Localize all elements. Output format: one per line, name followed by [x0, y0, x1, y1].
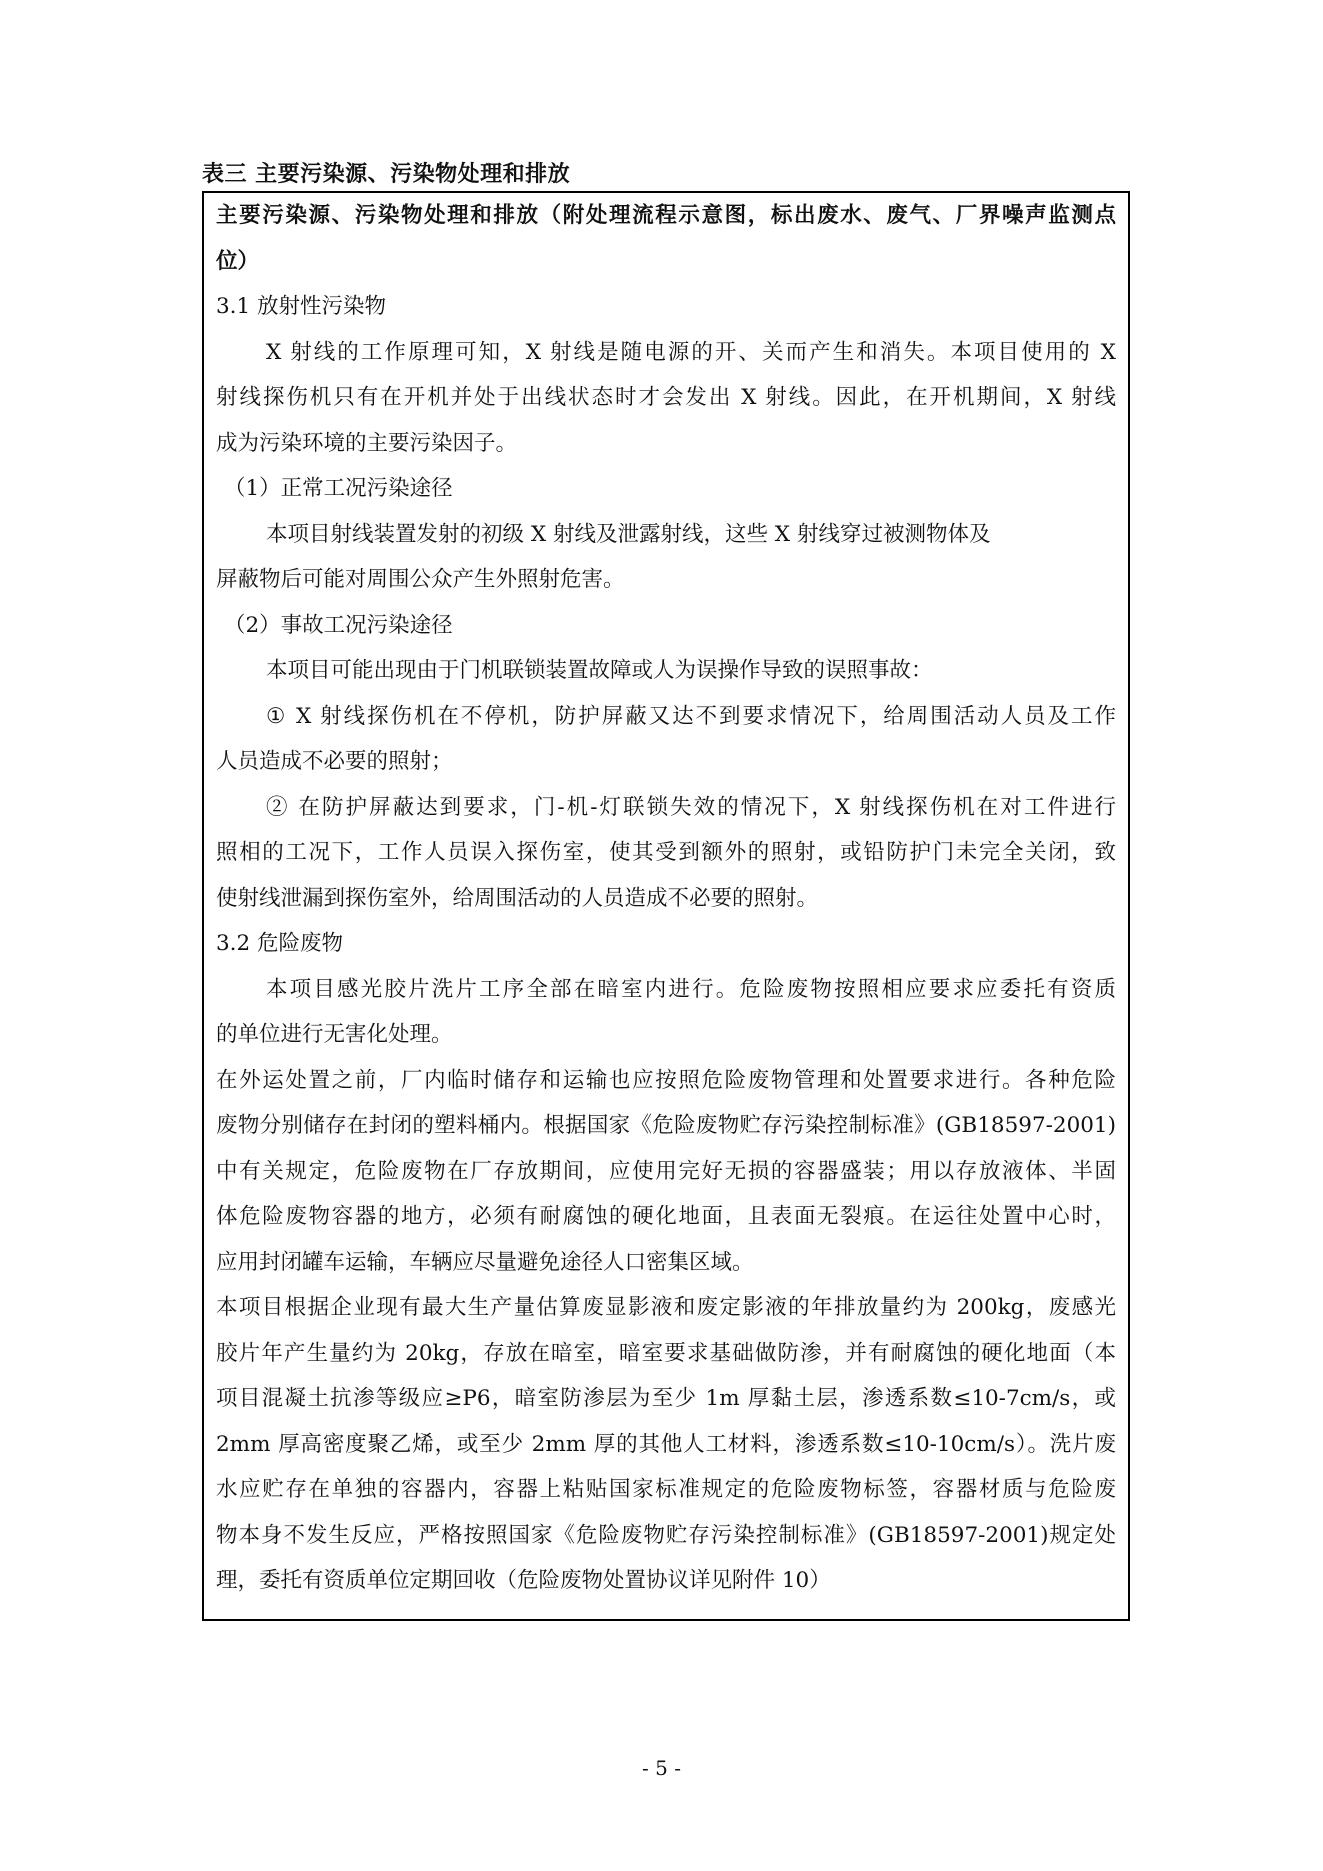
- text-line: 水应贮存在单独的容器内，容器上粘贴国家标准规定的危险废物标签，容器材质与危险废: [216, 1477, 1116, 1502]
- box-header: [216, 193, 1116, 284]
- table-title: 表三 主要污染源、污染物处理和排放: [202, 162, 571, 187]
- text-line: 使射线泄漏到探伤室外，给周围活动的人员造成不必要的照射。: [216, 885, 819, 911]
- text-line: 射线探伤机只有在开机并处于出线状态时才会发出 X 射线。因此，在开机期间，X 射线: [216, 385, 1116, 410]
- text-line: ② 在防护屏蔽达到要求，门-机-灯联锁失效的情况下，X 射线探伤机在对工件进行: [266, 794, 1116, 820]
- page-number: - 5 -: [642, 1756, 681, 1780]
- text-line: 胶片年产生量约为 20kg，存放在暗室，暗室要求基础做防渗，并有耐腐蚀的硬化地面（本: [216, 1340, 1116, 1366]
- text-line: （2）事故工况污染途径: [224, 612, 453, 638]
- text-line: 本项目根据企业现有最大生产量估算废显影液和废定影液的年排放量约为 200kg，废感光: [216, 1295, 1116, 1320]
- text-line: 理，委托有资质单位定期回收（危险废物处置协议详见附件 10）: [216, 1568, 831, 1593]
- text-line: 中有关规定，危险废物在厂存放期间，应使用完好无损的容器盛装；用以存放液体、半固: [216, 1158, 1116, 1184]
- text-line: 屏蔽物后可能对周围公众产生外照射危害。: [216, 567, 625, 592]
- text-line: 体危险废物容器的地方，必须有耐腐蚀的硬化地面，且表面无裂痕。在运往处置中心时，: [216, 1204, 1116, 1229]
- text-line: 本项目感光胶片洗片工序全部在暗室内进行。危险废物按照相应要求应委托有资质: [266, 976, 1116, 1002]
- text-line: 成为污染环境的主要污染因子。: [216, 430, 518, 456]
- content-box: [202, 191, 1130, 1621]
- text-line: 的单位进行无害化处理。: [216, 1022, 453, 1047]
- text-line: 本项目可能出现由于门机联锁装置故障或人为误操作导致的误照事故：: [266, 658, 933, 683]
- text-line: 项目混凝土抗渗等级应≥P6，暗室防渗层为至少 1m 厚黏土层，渗透系数≤10-7cm/s，或: [216, 1386, 1116, 1411]
- text-line: 在外运处置之前，厂内临时储存和运输也应按照危险废物管理和处置要求进行。各种危险: [216, 1067, 1116, 1093]
- text-line: 3.2 危险废物: [216, 931, 344, 956]
- text-line: 照相的工况下，工作人员误入探伤室，使其受到额外的照射，或铅防护门未完全关闭，致: [216, 840, 1116, 865]
- header-line-1: 主要污染源、污染物处理和排放（附处理流程示意图，标出废水、废气、厂界噪声监测点: [216, 203, 1116, 228]
- text-line: 3.1 放射性污染物: [216, 294, 387, 319]
- text-line: 本项目射线装置发射的初级 X 射线及泄露射线，这些 X 射线穿过被测物体及: [266, 521, 991, 547]
- text-line: 人员造成不必要的照射；: [216, 749, 453, 774]
- text-line: 物本身不发生反应，严格按照国家《危险废物贮存污染控制标准》(GB18597-2001)规定处: [216, 1522, 1116, 1548]
- header-line-2: 位）: [216, 248, 260, 274]
- text-line: 废物分别储存在封闭的塑料桶内。根据国家《危险废物贮存污染控制标准》(GB18597-2001): [216, 1113, 1116, 1138]
- body-text: [216, 284, 1116, 1604]
- text-line: X 射线的工作原理可知，X 射线是随电源的开、关而产生和消失。本项目使用的 X: [266, 339, 1116, 365]
- text-line: 应用封闭罐车运输，车辆应尽量避免途径人口密集区域。: [216, 1249, 754, 1275]
- text-line: 2mm 厚高密度聚乙烯，或至少 2mm 厚的其他人工材料，渗透系数≤10-10cm/s）。洗片废: [216, 1431, 1116, 1457]
- text-line: ① X 射线探伤机在不停机，防护屏蔽又达不到要求情况下，给周围活动人员及工作: [266, 703, 1116, 729]
- text-line: （1）正常工况污染途径: [224, 476, 453, 501]
